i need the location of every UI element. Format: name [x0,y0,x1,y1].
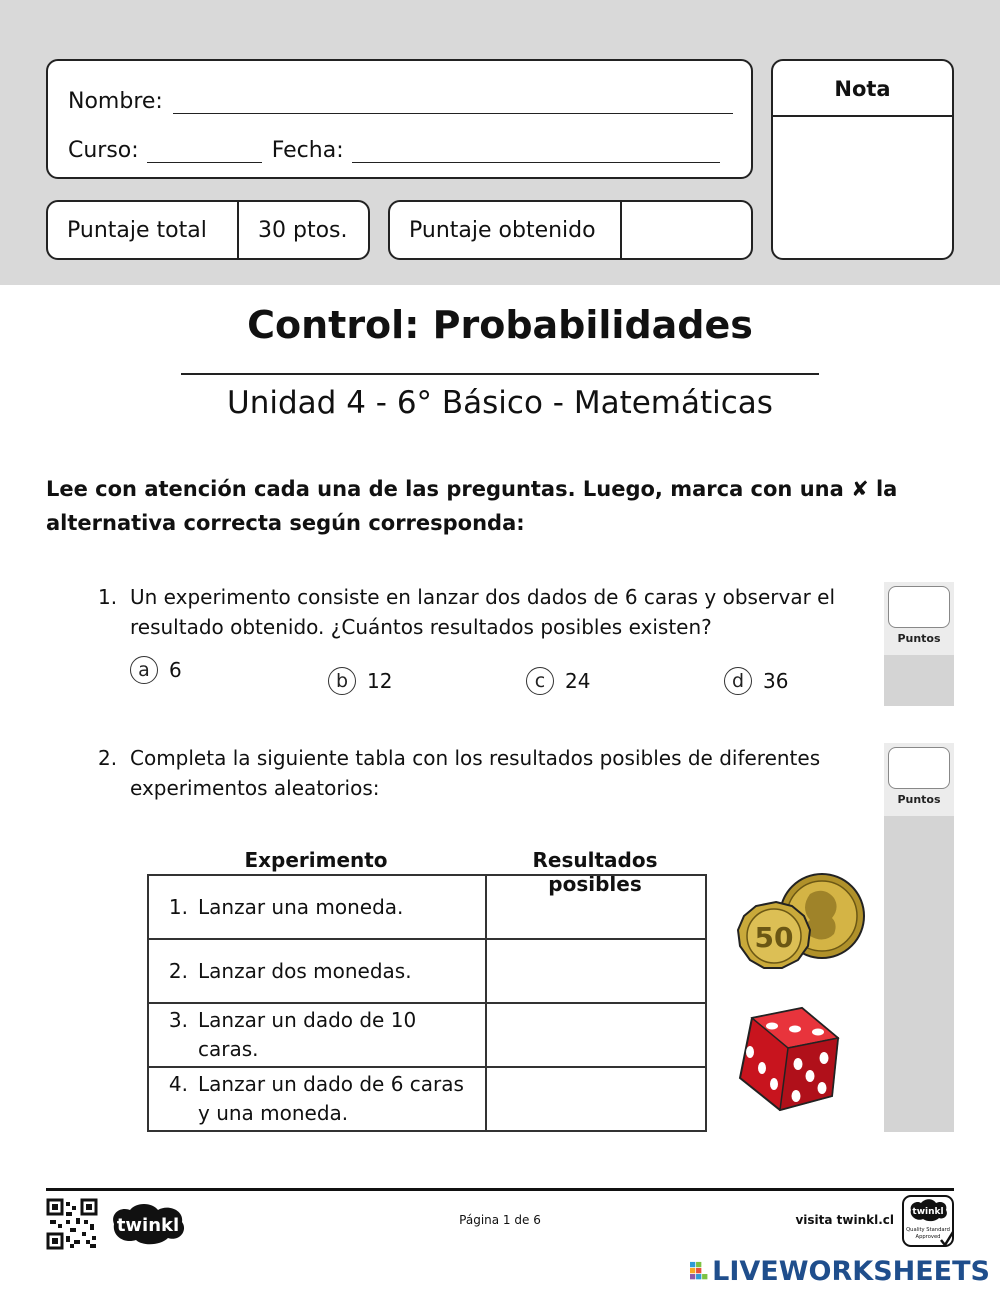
option-letter: a [130,656,158,684]
table-header-experiment: Experimento [244,848,388,872]
table-row [148,1003,706,1067]
points-box-q2 [884,743,954,1132]
row-number: 4. [168,1072,188,1096]
points-input[interactable] [888,586,950,628]
badge-brand: twinkl [912,1207,944,1217]
date-field[interactable] [352,141,720,163]
option-value: 12 [367,669,393,693]
option-value: 24 [565,669,591,693]
student-info-box [46,59,753,179]
page-title: Control: Probabilidades [247,303,753,347]
result-input[interactable] [486,1067,706,1131]
points-box-q1 [884,582,954,706]
points-header [884,743,954,816]
points-input[interactable] [888,747,950,789]
experiment-text: Lanzar dos monedas. [198,958,412,983]
course-date-row [68,138,720,163]
option-letter: b [328,667,356,695]
badge-line-1: Quality Standard [906,1227,950,1233]
question-2 [98,743,838,803]
total-score-value: 30 ptos. [237,202,367,258]
experiment-text: Lanzar un dado de 10 caras. [198,1008,417,1061]
row-number: 2. [168,958,188,983]
row-number: 3. [168,1008,188,1032]
page-number: Página 1 de 6 [459,1213,541,1227]
option-a[interactable] [130,656,182,684]
option-c[interactable] [526,667,590,695]
question-text: Completa la siguiente tabla con los resultados posibles de diferentes experimentos aleatorios: [130,746,821,800]
grade-field[interactable] [773,117,952,260]
question-1 [98,582,838,642]
table-row [148,1067,706,1131]
question-number: 1. [98,585,118,609]
dice-icon [732,1004,842,1114]
name-label: Nombre: [68,89,163,114]
title-divider [181,373,819,375]
experiments-table [147,874,707,1132]
option-b[interactable] [328,667,392,695]
page-subtitle: Unidad 4 - 6° Básico - Matemáticas [227,385,773,421]
total-score-label: Puntaje total [67,217,207,243]
option-letter: c [526,667,554,695]
obtained-score-box [388,200,753,260]
result-input[interactable] [486,875,706,939]
table-header-results: Resultados posibles [532,848,658,896]
total-score-box [46,200,370,260]
date-label: Fecha: [271,138,344,163]
liveworksheets-watermark [690,1254,990,1288]
table-row [148,875,706,939]
liveworksheets-text: LIVEWORKSHEETS [712,1255,990,1287]
option-value: 6 [169,658,182,682]
name-field[interactable] [173,92,733,114]
experiment-cell [148,1003,486,1067]
badge-line-2: Approved [915,1234,941,1240]
experiment-cell [148,875,486,939]
option-letter: d [724,667,752,695]
option-d[interactable] [724,667,788,695]
grade-box [771,59,954,260]
liveworksheets-icon [690,1259,708,1283]
course-label: Curso: [68,138,139,163]
points-label: Puntos [897,632,941,645]
points-header [884,582,954,655]
instructions: Lee con atención cada una de las preguntas. Luego, marca con una ✘ la alternativa correcta según corresponda: [46,477,898,535]
obtained-score-field[interactable] [620,202,751,258]
points-label: Puntos [897,793,941,806]
table-row [148,939,706,1003]
visit-link[interactable]: visita twinkl.cl [795,1213,894,1227]
obtained-score-label: Puntaje obtenido [409,217,596,243]
grade-label: Nota [773,61,952,117]
quality-badge-icon [901,1194,955,1250]
question-text: Un experimento consiste en lanzar dos dados de 6 caras y observar el resultado obtenido. ¿Cuántos resultados posibles existen? [130,585,836,639]
experiment-text: Lanzar una moneda. [198,894,404,919]
result-input[interactable] [486,939,706,1003]
svg-text:50: 50 [754,921,794,954]
experiment-cell [148,939,486,1003]
twinkl-logo-text: twinkl [116,1215,180,1236]
result-input[interactable] [486,1003,706,1067]
question-number: 2. [98,746,118,770]
experiment-text: Lanzar un dado de 6 caras y una moneda. [198,1072,464,1125]
name-row [68,89,733,114]
option-value: 36 [763,669,789,693]
row-number: 1. [168,894,188,919]
experiment-cell [148,1067,486,1131]
course-field[interactable] [147,141,262,163]
footer-divider [46,1188,954,1191]
coins-icon [730,872,876,984]
